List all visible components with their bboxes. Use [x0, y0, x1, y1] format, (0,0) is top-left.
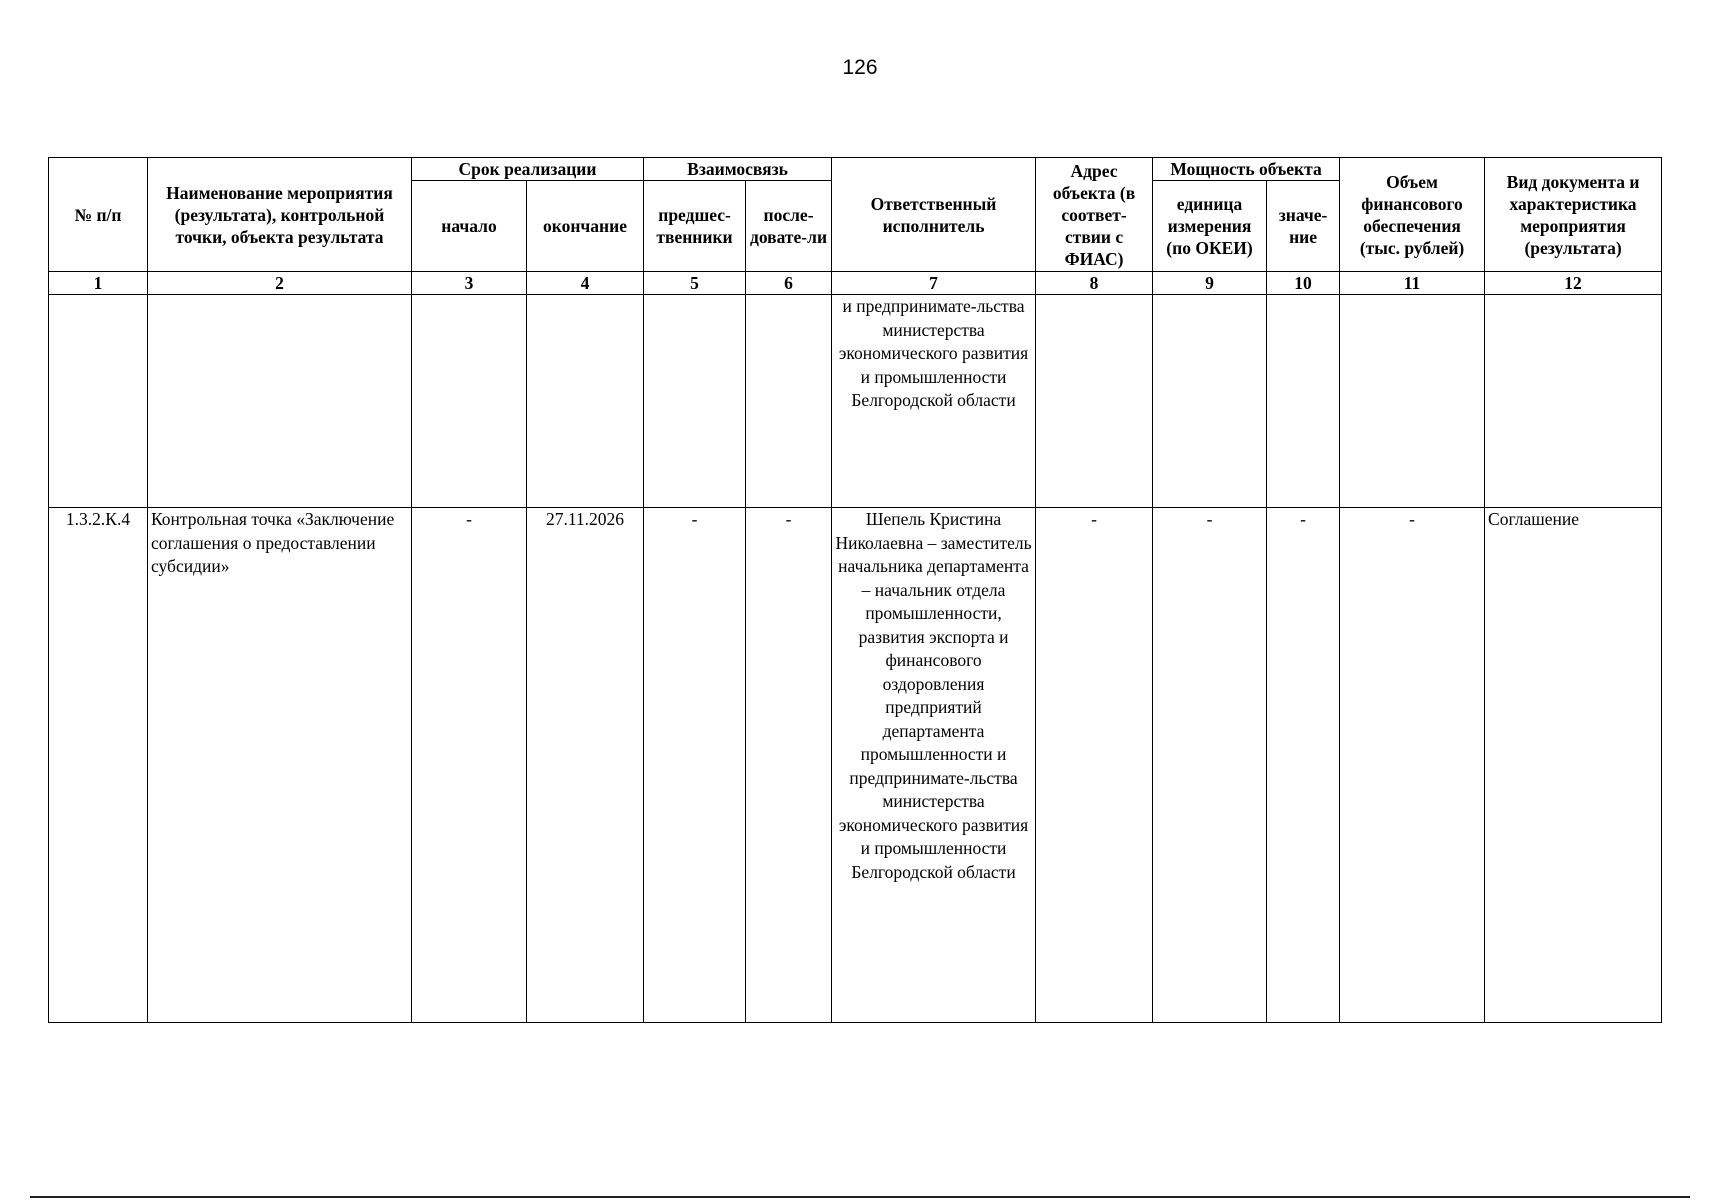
- cell-address: -: [1036, 508, 1153, 1023]
- column-number: 8: [1036, 272, 1153, 295]
- table-row-continuation: [49, 295, 1662, 508]
- page-bottom-edge: [30, 1196, 1690, 1198]
- cell-successors: -: [746, 508, 832, 1023]
- header-successors: после-довате-ли: [746, 181, 832, 272]
- header-group-link: Взаимосвязь: [644, 158, 832, 181]
- cell-start: -: [412, 508, 527, 1023]
- cell-predecessors: -: [644, 508, 746, 1023]
- column-number: 3: [412, 272, 527, 295]
- column-number: 4: [527, 272, 644, 295]
- cell-executor: Шепель Кристина Николаевна – заместитель начальника департамента – начальник отдела промышленности, развития экспорта и финансового оздоровления предприятий департамента промышленности и предпринимате-льства министерства экономического развития и промышленности Белгородской области: [832, 508, 1036, 1023]
- cell-name: Контрольная точка «Заключение соглашения о предоставлении субсидии»: [148, 508, 412, 1023]
- column-number: 2: [148, 272, 412, 295]
- header-funding: Объем финансового обеспечения (тыс. рублей): [1340, 158, 1485, 272]
- column-number: 5: [644, 272, 746, 295]
- column-number: 10: [1267, 272, 1340, 295]
- cell-unit: -: [1153, 508, 1267, 1023]
- column-number: 9: [1153, 272, 1267, 295]
- table-row: [49, 508, 1662, 1023]
- cell-end: 27.11.2026: [527, 508, 644, 1023]
- cell-number: 1.3.2.К.4: [49, 508, 148, 1023]
- cell-document: Соглашение: [1485, 508, 1662, 1023]
- column-number: 1: [49, 272, 148, 295]
- page-number: 126: [842, 56, 878, 79]
- header-executor: Ответственный исполнитель: [832, 158, 1036, 272]
- header-name: Наименование мероприятия (результата), контрольной точки, объекта результата: [148, 158, 412, 272]
- plan-table: [48, 157, 1662, 1023]
- header-group-capacity: Мощность объекта: [1153, 158, 1340, 181]
- header-start: начало: [412, 181, 527, 272]
- header-value: значе-ние: [1267, 181, 1340, 272]
- column-number: 11: [1340, 272, 1485, 295]
- header-group-term: Срок реализации: [412, 158, 644, 181]
- cell-executor-continuation: и предпринимате-льства министерства экономического развития и промышленности Белгородской области: [832, 295, 1036, 508]
- column-number: 12: [1485, 272, 1662, 295]
- header-address: Адрес объекта (в соответ-ствии с ФИАС): [1036, 158, 1153, 272]
- column-number-row: [49, 272, 1662, 295]
- column-number: 6: [746, 272, 832, 295]
- header-end: окончание: [527, 181, 644, 272]
- header-number: № п/п: [49, 158, 148, 272]
- header-document: Вид документа и характеристика мероприятия (результата): [1485, 158, 1662, 272]
- cell-funding: -: [1340, 508, 1485, 1023]
- cell-value: -: [1267, 508, 1340, 1023]
- header-predecessors: предшес-твенники: [644, 181, 746, 272]
- header-unit: единица измерения (по ОКЕИ): [1153, 181, 1267, 272]
- header-row-groups: [49, 158, 1662, 181]
- column-number: 7: [832, 272, 1036, 295]
